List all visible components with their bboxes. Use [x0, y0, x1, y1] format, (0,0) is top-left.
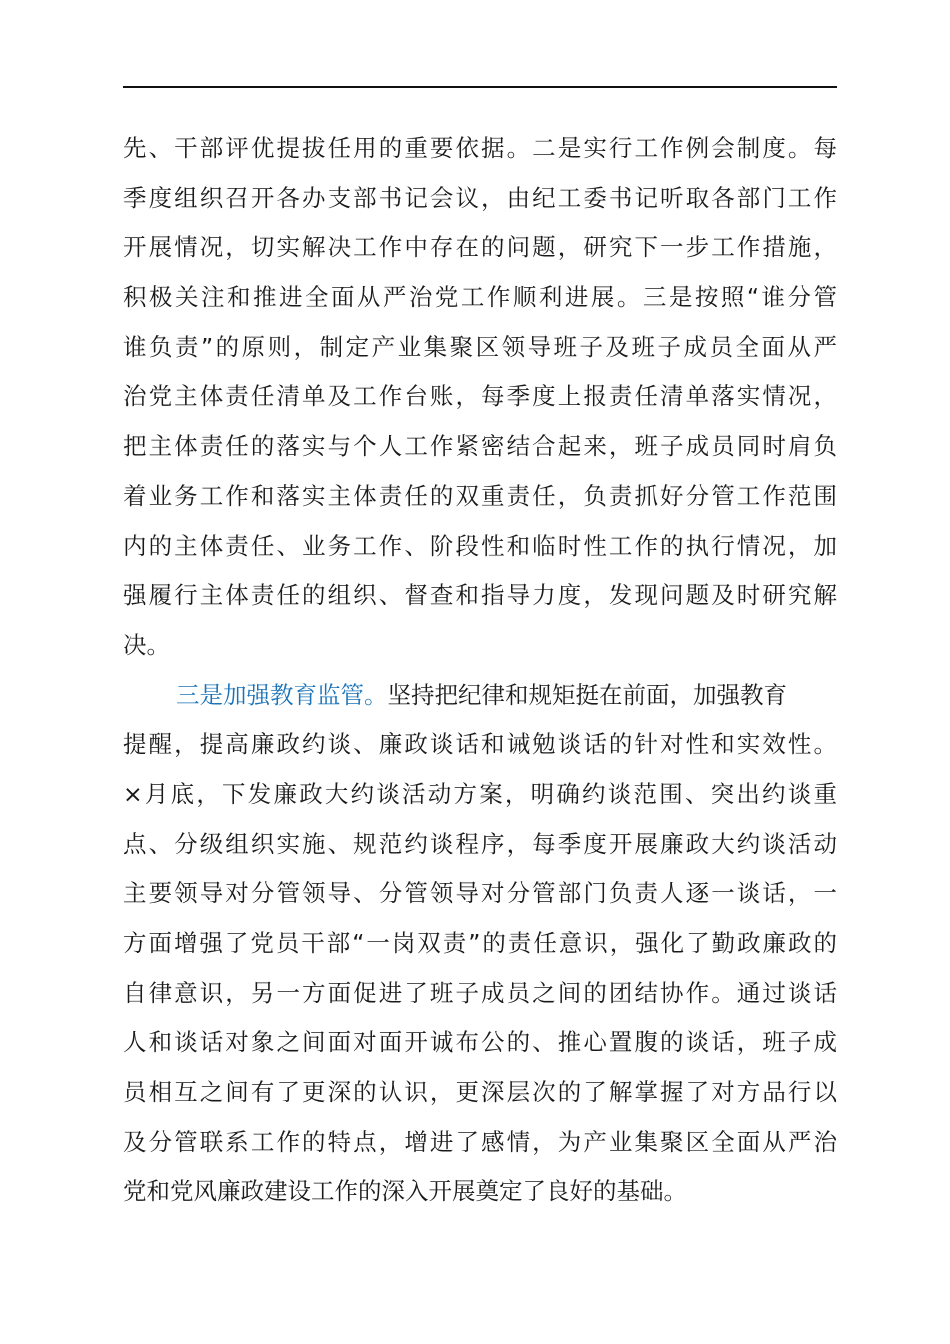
text-line: 点、分级组织实施、规范约谈程序，每季度开展廉政大约谈活动 — [123, 829, 837, 858]
paragraph-1 — [123, 124, 837, 671]
text-line: 党和党风廉政建设工作的深入开展奠定了良好的基础。 — [123, 1177, 687, 1206]
text-line: 积极关注和推进全面从严治党工作顺利进展。三是按照“谁分管 — [123, 283, 837, 312]
text-line: ×月底，下发廉政大约谈活动方案，明确约谈范围、突出约谈重 — [123, 779, 837, 808]
header-rule — [123, 86, 837, 88]
text-line: 自律意识，另一方面促进了班子成员之间的团结协作。通过谈话 — [123, 978, 837, 1007]
text-line: 谁负责”的原则，制定产业集聚区领导班子及班子成员全面从严 — [123, 332, 837, 361]
section-heading: 三是加强教育监管。 — [176, 680, 388, 709]
text-line: 季度组织召开各办支部书记会议，由纪工委书记听取各部门工作 — [123, 183, 837, 212]
text-line: 强履行主体责任的组织、督查和指导力度，发现问题及时研究解 — [123, 581, 837, 610]
text-line: 着业务工作和落实主体责任的双重责任，负责抓好分管工作范围 — [123, 481, 837, 510]
text-line: 员相互之间有了更深的认识，更深层次的了解掌握了对方品行以 — [123, 1078, 837, 1107]
text-line: 人和谈话对象之间面对面开诚布公的、推心置腹的谈话，班子成 — [123, 1028, 837, 1057]
first-line-text: 坚持把纪律和规矩挺在前面，加强教育 — [387, 680, 787, 709]
paragraph-2-first-line — [123, 671, 837, 721]
text-line: 把主体责任的落实与个人工作紧密结合起来，班子成员同时肩负 — [123, 432, 837, 461]
paragraph-2 — [123, 671, 837, 1218]
text-line: 内的主体责任、业务工作、阶段性和临时性工作的执行情况，加 — [123, 531, 837, 560]
document-body — [123, 124, 837, 1217]
text-line: 开展情况，切实解决工作中存在的问题，研究下一步工作措施， — [123, 233, 837, 262]
text-line: 主要领导对分管领导、分管领导对分管部门负责人逐一谈话，一 — [123, 879, 837, 908]
text-line: 先、干部评优提拔任用的重要依据。二是实行工作例会制度。每 — [123, 134, 837, 162]
text-line: 治党主体责任清单及工作台账，每季度上报责任清单落实情况， — [123, 382, 837, 411]
text-line: 决。 — [123, 630, 170, 659]
text-line: 方面增强了党员干部“一岗双责”的责任意识，强化了勤政廉政的 — [123, 929, 837, 957]
text-line: 提醒，提高廉政约谈、廉政谈话和诫勉谈话的针对性和实效性。 — [123, 730, 837, 759]
text-line: 及分管联系工作的特点，增进了感情，为产业集聚区全面从严治 — [123, 1127, 837, 1156]
